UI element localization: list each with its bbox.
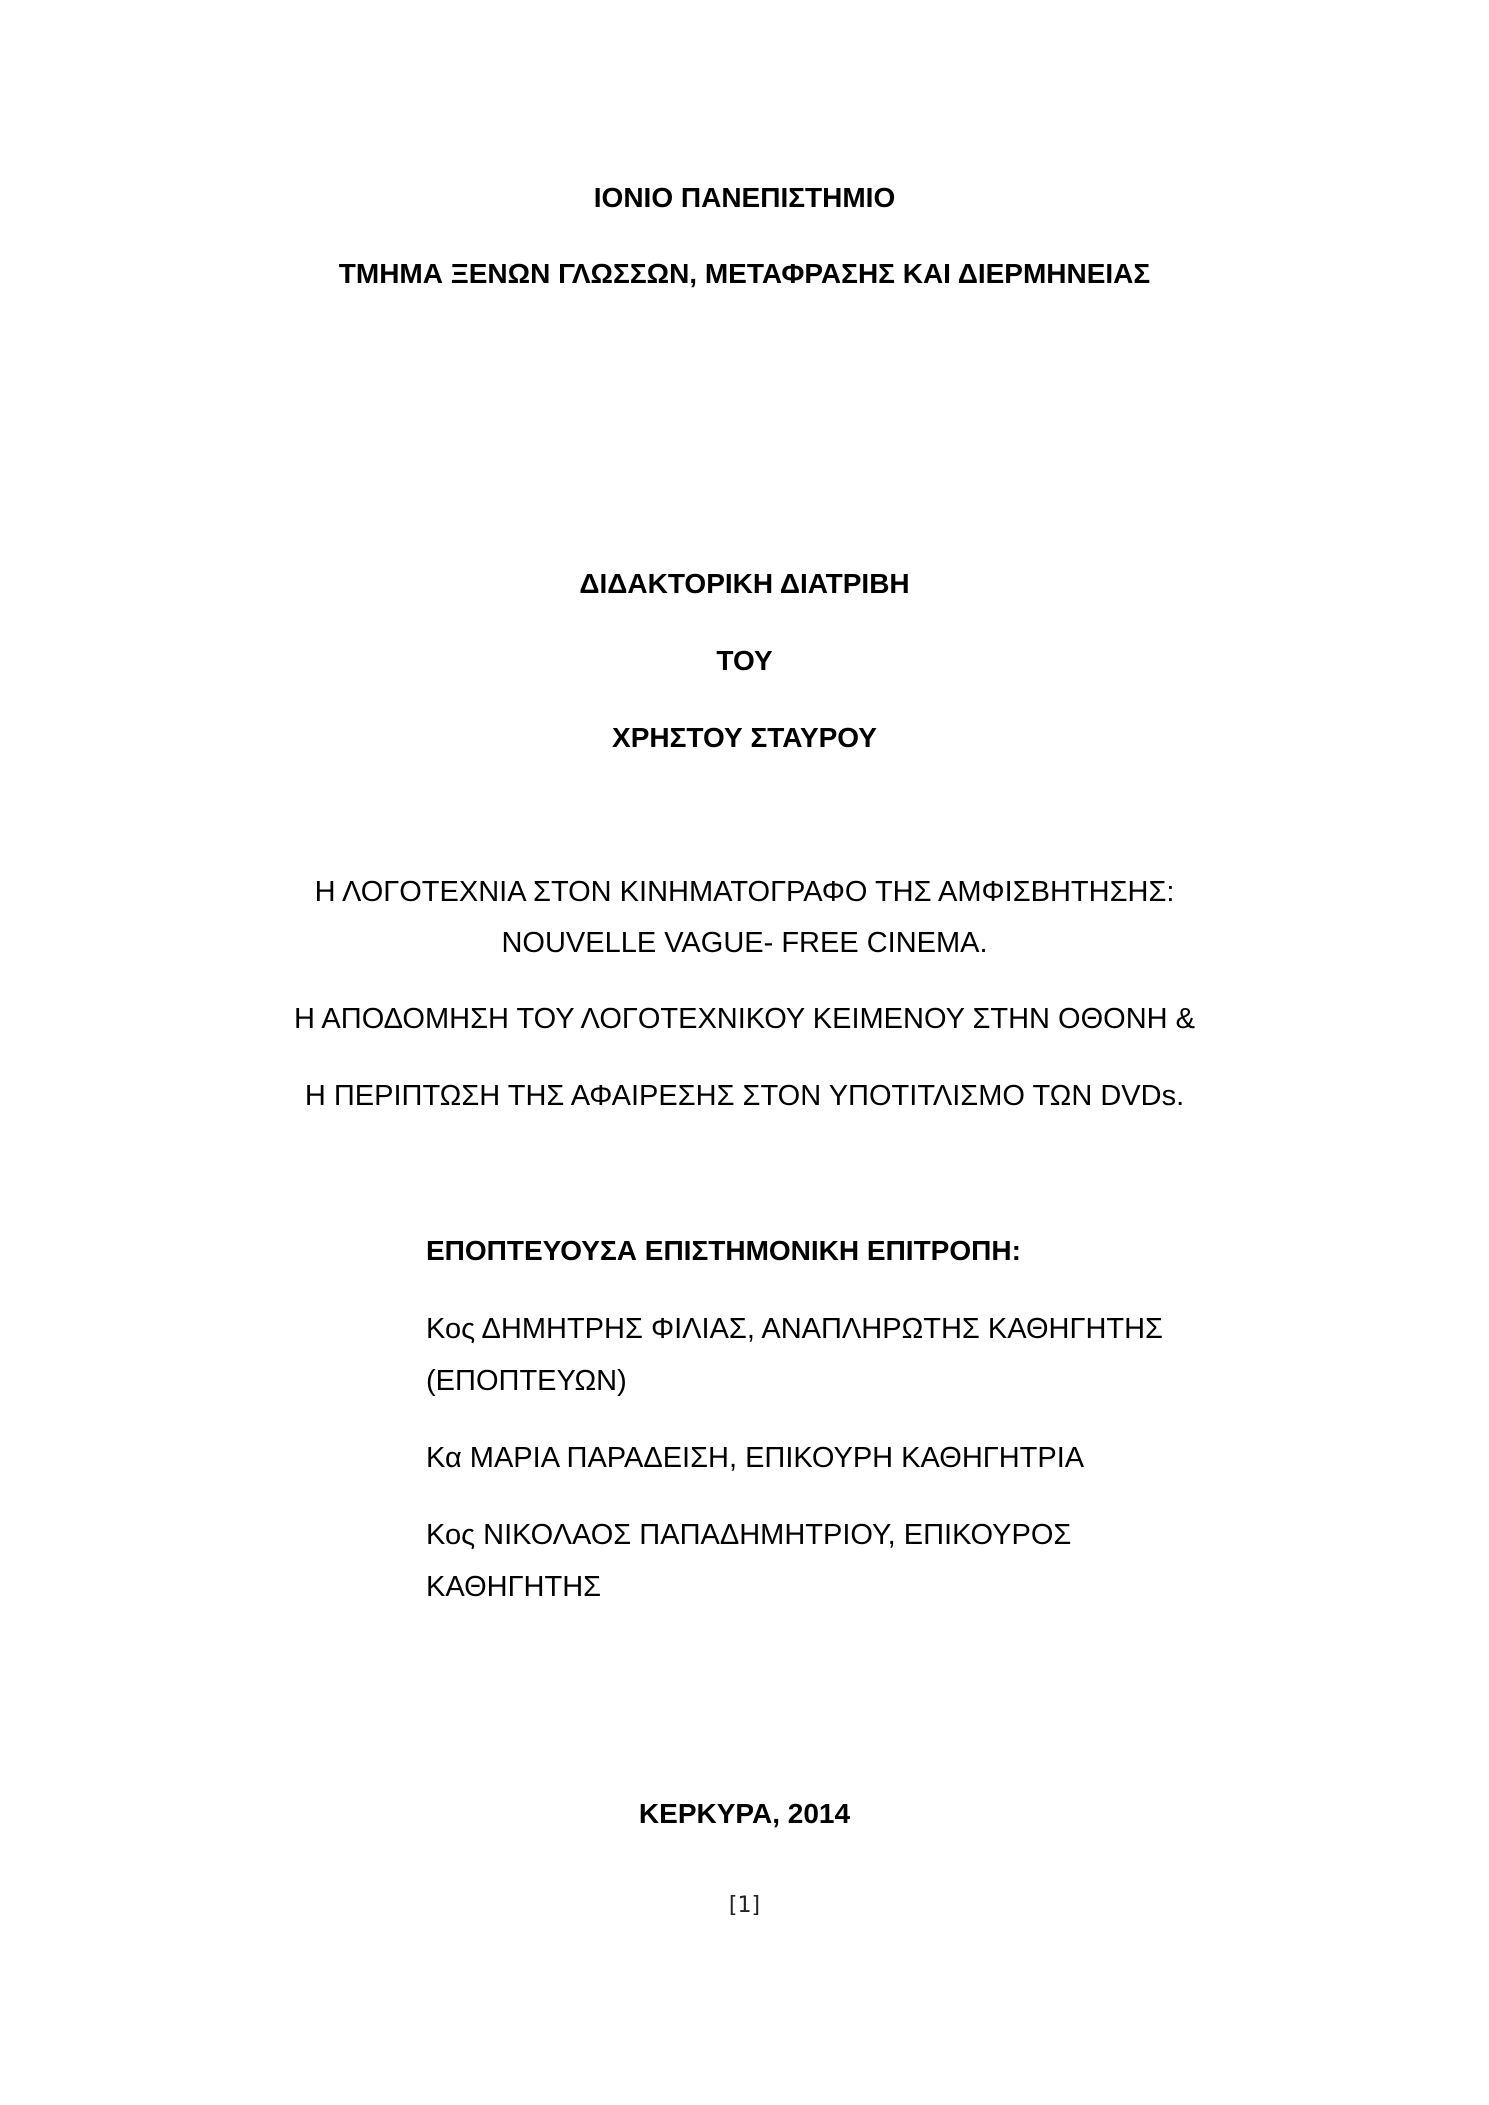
thesis-type: ΔΙΔΑΚΤΟΡΙΚΗ ΔΙΑΤΡΙΒΗ xyxy=(579,568,910,599)
committee-member-3-line-2: ΚΑΘΗΓΗΤΗΣ xyxy=(426,1571,602,1603)
title-line-3: Η ΑΠΟΔΟΜΗΣΗ ΤΟΥ ΛΟΓΟΤΕΧΝΙΚΟΥ ΚΕΙΜΕΝΟΥ ΣΤΗΝ ΟΘΟΝΗ & xyxy=(294,1003,1195,1035)
title-line-1: Η ΛΟΓΟΤΕΧΝΙΑ ΣΤΟΝ ΚΙΝΗΜΑΤΟΓΡΑΦΟ ΤΗΣ ΑΜΦΙΣΒΗΤΗΣΗΣ: xyxy=(314,876,1175,908)
title-line-2: NOUVELLE VAGUE- FREE CINEMA. xyxy=(501,927,988,959)
title-line-4: Η ΠΕΡΙΠΤΩΣΗ ΤΗΣ ΑΦΑΙΡΕΣΗΣ ΣΤΟΝ ΥΠΟΤΙΤΛΙΣΜΟ ΤΩΝ DVDs. xyxy=(304,1080,1185,1112)
committee-member-1-line-2: (ΕΠΟΠΤΕΥΩΝ) xyxy=(426,1365,627,1397)
committee-member-2-line-1: Κα ΜΑΡΙΑ ΠΑΡΑΔΕΙΣΗ, ΕΠΙΚΟΥΡΗ ΚΑΘΗΓΗΤΡΙΑ xyxy=(426,1442,1085,1474)
committee-member-3-line-1: Κος ΝΙΚΟΛΑΟΣ ΠΑΠΑΔΗΜΗΤΡΙΟΥ, ΕΠΙΚΟΥΡΟΣ xyxy=(426,1519,1072,1551)
committee-heading: ΕΠΟΠΤΕΥΟΥΣΑ ΕΠΙΣΤΗΜΟΝΙΚΗ ΕΠΙΤΡΟΠΗ: xyxy=(426,1235,1021,1266)
committee-member-1 xyxy=(426,1303,1163,1407)
department-name: ΤΜΗΜΑ ΞΕΝΩΝ ΓΛΩΣΣΩΝ, ΜΕΤΑΦΡΑΣΗΣ ΚΑΙ ΔΙΕΡΜΗΝΕΙΑΣ xyxy=(338,258,1151,289)
thesis-author: ΧΡΗΣΤΟΥ ΣΤΑΥΡΟΥ xyxy=(612,722,877,753)
committee-member-2 xyxy=(426,1432,1084,1484)
place-date: ΚΕΡΚΥΡΑ, 2014 xyxy=(638,1798,851,1829)
page-number: [1] xyxy=(728,1893,761,1918)
committee-member-1-line-1: Κος ΔΗΜΗΤΡΗΣ ΦΙΛΙΑΣ, ΑΝΑΠΛΗΡΩΤΗΣ ΚΑΘΗΓΗΤΗΣ xyxy=(426,1313,1163,1345)
thesis-of: ΤΟΥ xyxy=(716,645,773,676)
committee-member-3 xyxy=(426,1509,1071,1613)
university-name: ΙΟΝΙΟ ΠΑΝΕΠΙΣΤΗΜΙΟ xyxy=(593,182,896,213)
